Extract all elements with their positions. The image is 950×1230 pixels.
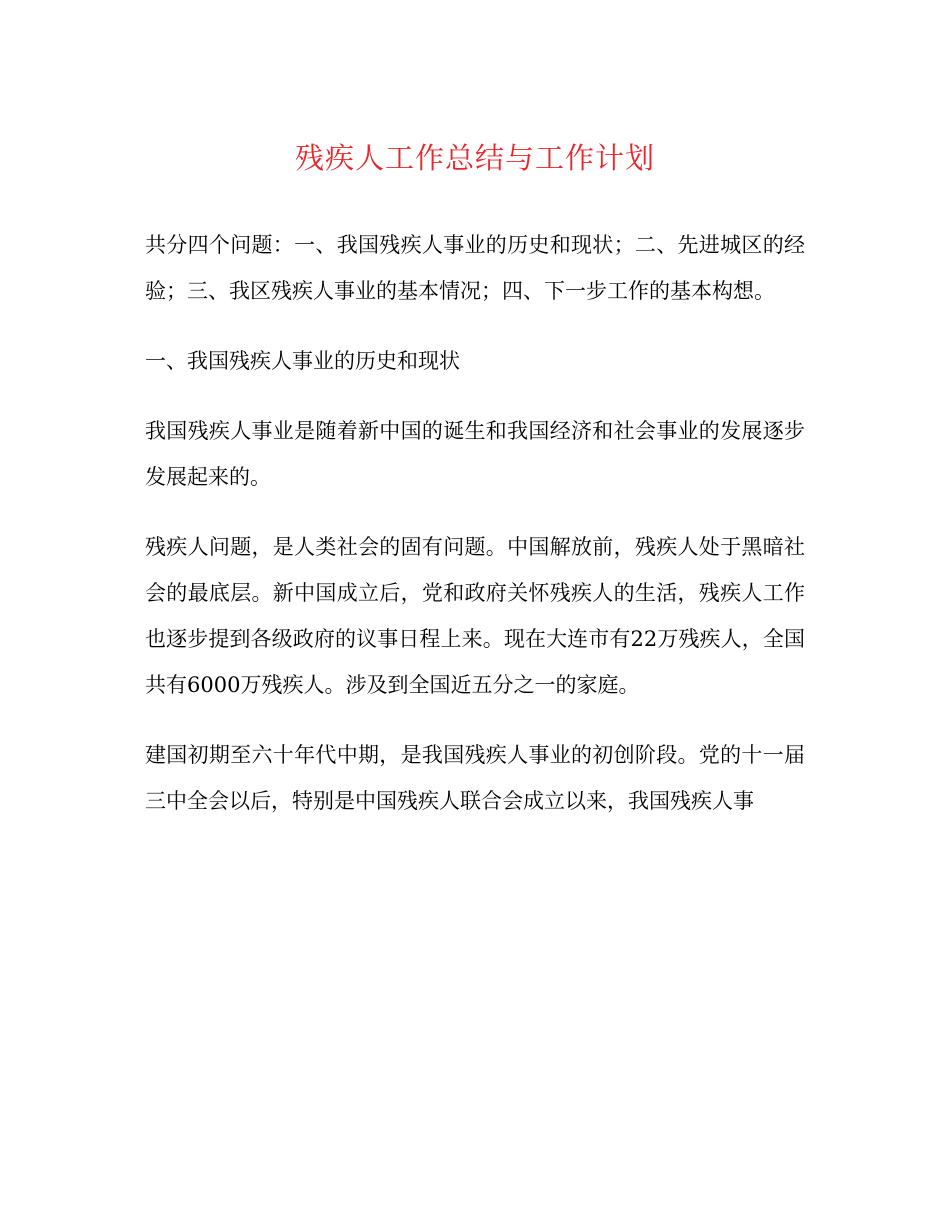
paragraph-outline: 共分四个问题：一、我国残疾人事业的历史和现状；二、先进城区的经验；三、我区残疾人事业的基本情况；四、下一步工作的基本构想。 xyxy=(145,233,805,303)
paragraph-development: 我国残疾人事业是随着新中国的诞生和我国经济和社会事业的发展逐步发展起来的。 xyxy=(145,419,805,489)
document-title: 残疾人工作总结与工作计划 xyxy=(294,141,655,175)
section-heading-history: 一、我国残疾人事业的历史和现状 xyxy=(145,349,460,373)
paragraph-problem: 残疾人问题，是人类社会的固有问题。中国解放前，残疾人处于黑暗社会的最底层。新中国成立后，党和政府关怀残疾人的生活，残疾人工作也逐步提到各级政府的议事日程上来。现在大连市有22万残疾人，全国共有6000万残疾人。涉及到全国近五分之一的家庭。 xyxy=(145,535,805,697)
paragraph-initial-stage: 建国初期至六十年代中期，是我国残疾人事业的初创阶段。党的十一届三中全会以后，特别是中国残疾人联合会成立以来，我国残疾人事 xyxy=(145,743,805,813)
document-body xyxy=(145,222,805,848)
